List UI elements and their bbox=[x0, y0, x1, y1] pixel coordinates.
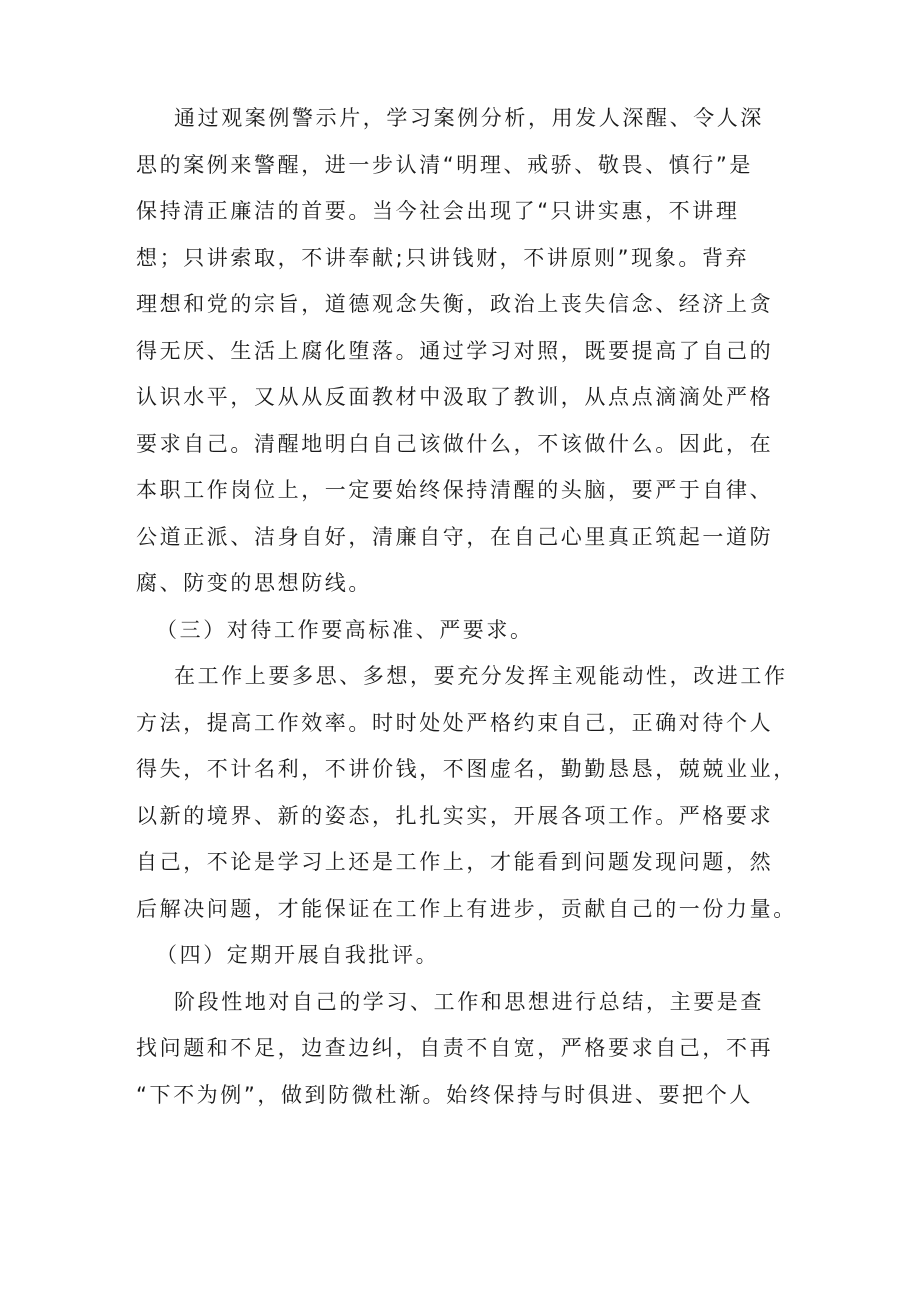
text-line: 以新的境界、新的姿态，扎扎实实，开展各项工作。严格要求 bbox=[136, 803, 774, 828]
text-line: 自己，不论是学习上还是工作上，才能看到问题发现问题，然 bbox=[136, 850, 774, 874]
text-line: 得失，不计名利，不讲价钱，不图虚名，勤勤恳恳，兢兢业业， bbox=[136, 757, 797, 781]
text-line: 本职工作岗位上，一定要始终保持清醒的头脑，要严于自律、 bbox=[136, 478, 774, 502]
text-line: 保持清正廉洁的首要。当今社会出现了“只讲实惠，不讲理 bbox=[136, 199, 740, 223]
text-line: 认识水平，又从从反面教材中汲取了教训，从点点滴滴处严格 bbox=[136, 385, 774, 409]
text-line: 方法，提高工作效率。时时处处严格约束自己，正确对待个人 bbox=[136, 710, 774, 735]
text-line: 阶段性地对自己的学习、工作和思想进行总结，主要是查 bbox=[174, 989, 764, 1014]
text-line: 想；只讲索取，不讲奉献;只讲钱财，不讲原则”现象。背弃 bbox=[136, 245, 750, 270]
text-line: “下不为例”，做到防微杜渐。始终保持与时俱进、要把个人 bbox=[136, 1082, 753, 1107]
text-line: 公道正派、洁身自好，清廉自守，在自己心里真正筑起一道防 bbox=[136, 524, 774, 549]
section-heading: （四）定期开展自我批评。 bbox=[156, 943, 440, 967]
text-line: 后解决问题，才能保证在工作上有进步，贡献自己的一份力量。 bbox=[136, 896, 797, 921]
text-line: 要求自己。清醒地明白自己该做什么，不该做什么。因此，在 bbox=[136, 431, 774, 456]
text-line: 腐、防变的思想防线。 bbox=[136, 571, 372, 595]
text-line: 在工作上要多思、多想，要充分发挥主观能动性，改进工作 bbox=[174, 664, 788, 688]
text-line: 思的案例来警醒，进一步认清“明理、戒骄、敬畏、慎行”是 bbox=[136, 152, 753, 177]
section-heading: （三）对待工作要高标准、严要求。 bbox=[156, 617, 534, 642]
text-line: 理想和党的宗旨，道德观念失衡，政治上丧失信念、经济上贪 bbox=[136, 292, 774, 316]
text-line: 得无厌、生活上腐化堕落。通过学习对照，既要提高了自己的 bbox=[136, 338, 774, 363]
document-body bbox=[136, 95, 797, 1118]
text-line: 找问题和不足，边查边纠，自责不自宽，严格要求自己，不再 bbox=[136, 1036, 774, 1060]
text-line: 通过观案例警示片，学习案例分析，用发人深醒、令人深 bbox=[174, 106, 764, 130]
